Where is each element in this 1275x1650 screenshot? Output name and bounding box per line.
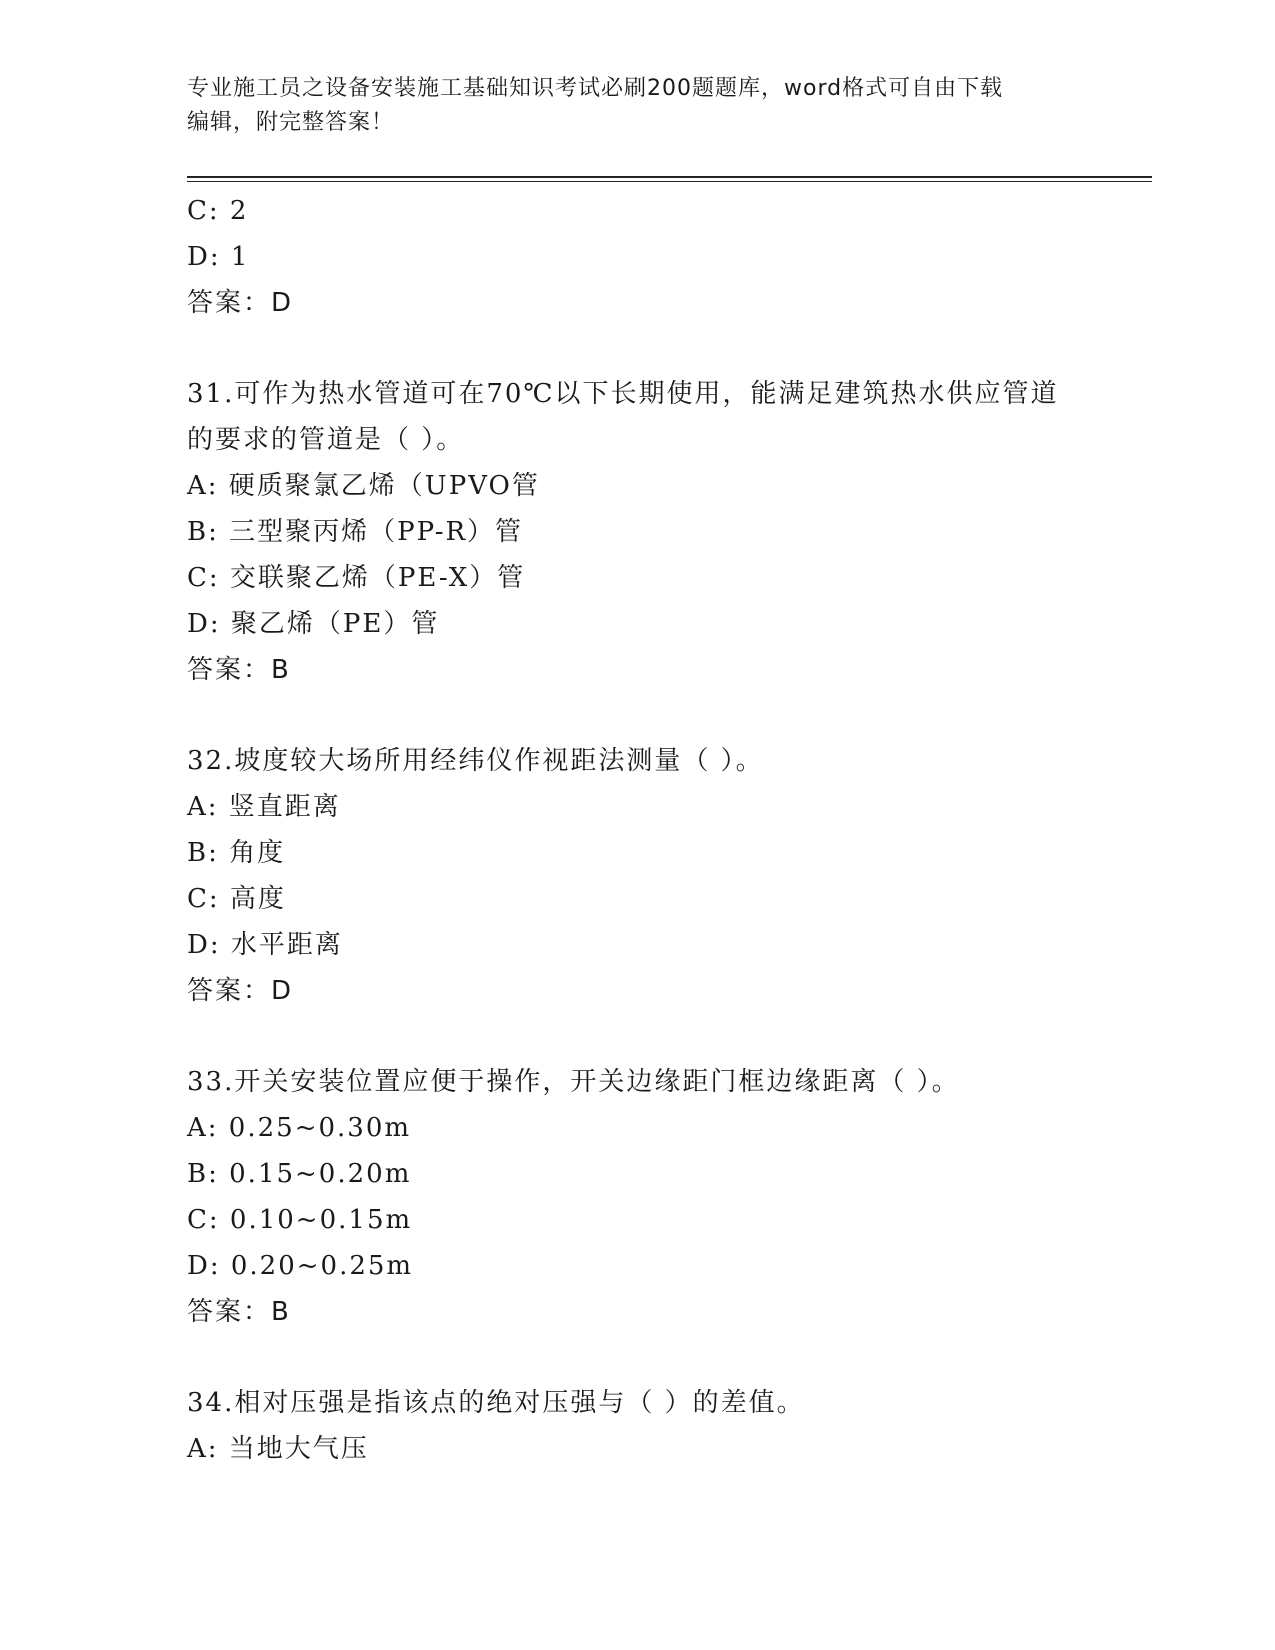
question-stem: 33.开关安装位置应便于操作，开关边缘距门框边缘距离（ ）。 bbox=[187, 1067, 960, 1097]
option-d: D: 0.20~0.25m bbox=[187, 1251, 414, 1281]
answer-line: 答案：B bbox=[187, 1297, 291, 1327]
question-block-31 bbox=[187, 371, 1152, 693]
header-divider-thin bbox=[187, 181, 1152, 182]
question-stem: 的要求的管道是（ ）。 bbox=[187, 425, 465, 455]
document-header bbox=[187, 72, 1087, 140]
question-block-30 bbox=[187, 188, 1152, 326]
option-c: C: 高度 bbox=[187, 884, 286, 914]
answer-line: 答案：D bbox=[187, 976, 294, 1006]
question-block-33 bbox=[187, 1059, 1152, 1335]
header-line-1: 专业施工员之设备安装施工基础知识考试必刷200题题库，word格式可自由下载 bbox=[187, 76, 1004, 101]
question-stem: 32.坡度较大场所用经纬仪作视距法测量（ ）。 bbox=[187, 746, 764, 776]
question-block-34 bbox=[187, 1380, 1152, 1472]
option-b: B: 角度 bbox=[187, 838, 286, 868]
question-block-32 bbox=[187, 738, 1152, 1014]
option-d: D: 水平距离 bbox=[187, 930, 343, 960]
header-line-2: 编辑，附完整答案！ bbox=[187, 110, 395, 135]
question-stem: 34.相对压强是指该点的绝对压强与（ ）的差值。 bbox=[187, 1388, 805, 1418]
option-a: A: 0.25~0.30m bbox=[187, 1113, 412, 1143]
option-a: A: 竖直距离 bbox=[187, 792, 341, 822]
option-a: A: 当地大气压 bbox=[187, 1434, 369, 1464]
answer-line: 答案：B bbox=[187, 655, 291, 685]
option-b: B: 三型聚丙烯（PP-R）管 bbox=[187, 517, 524, 547]
option-d: D: 1 bbox=[187, 242, 250, 272]
answer-line: 答案：D bbox=[187, 288, 294, 318]
header-divider-thick bbox=[187, 176, 1152, 178]
option-c: C: 2 bbox=[187, 196, 249, 226]
option-d: D: 聚乙烯（PE）管 bbox=[187, 609, 440, 639]
option-c: C: 0.10~0.15m bbox=[187, 1205, 413, 1235]
question-list bbox=[187, 188, 1152, 1472]
option-b: B: 0.15~0.20m bbox=[187, 1159, 412, 1189]
option-a: A: 硬质聚氯乙烯（UPVO管 bbox=[187, 471, 540, 501]
option-c: C: 交联聚乙烯（PE-X）管 bbox=[187, 563, 526, 593]
question-stem: 31.可作为热水管道可在70℃以下长期使用，能满足建筑热水供应管道 bbox=[187, 379, 1059, 409]
